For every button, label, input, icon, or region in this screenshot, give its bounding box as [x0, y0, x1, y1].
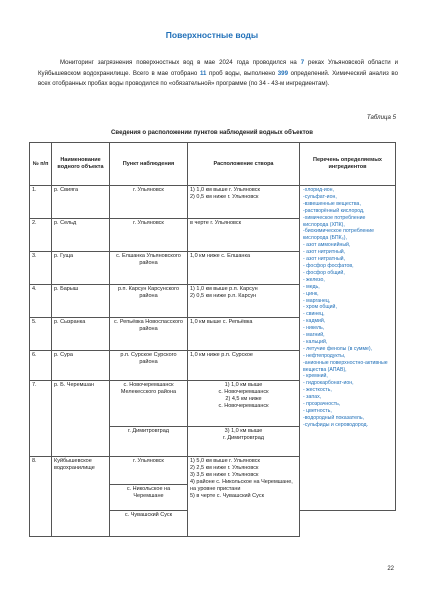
table-row: 1. р. Свияга г. Ульяновск 1) 1,0 км выше г. Ульяновск 2) 0,5 км ниже г. Ульяновск -хлорид-ион, -сульфат-ион, -взвешенные вещества, -растворённый кислород, -химическое потребление кислорода (ХПК), -биохимическое потребление кислорода (БПК₅), - азот аммонийный, - азот нитритный, - азот нитратный, - фосфор фосфатов, - фосфор общий, - железо, - медь, - цинк, - марганец, - хром общий, - свинец, - кадмий, - никель, - магний, - кальций, - летучие фенолы (в сумме), - нефтепродукты, -анионные поверхностно-активные вещества (АПАВ), - кремний, - гидрокарбонат-ион, - жесткость, - запах, - прозрачность, - цветность, -водородный показатель, -сульфиды и сероводород.: [30, 186, 396, 219]
table-row: г. Димитровград 3) 1,0 км выше г. Димитровград: [30, 427, 396, 457]
page-number: 22: [387, 566, 394, 572]
intro-paragraph: Мониторинг загрязнения поверхностных вод в мае 2024 года проводился на 7 реках Ульяновской области и Куйбышевском водохранилище. Всего в мае отобрано 11 проб воды, выполнено 399 определений. Химический анализ во всех отобранных пробах воды проводился по «обязательной» программе (по 34 - 43-м ингредиентам).: [38, 59, 399, 88]
determinations-count: 399: [277, 69, 288, 77]
table-row: 8. Куйбышевское водохранилище г. Ульяновск 1) 5,0 км выше г. Ульяновск 2) 2,5 км ниже г. Ульяновск 3) 3,5 км ниже г. Ульяновск 4) районе с. Никольское на Черемшане, на уровне пристани 5) в черте с. Чувашский Суск: [30, 457, 396, 485]
rivers-count: 7: [300, 59, 305, 66]
header-num: № п/п: [30, 143, 52, 186]
samples-count: 11: [199, 69, 207, 77]
table-number: Таблица 5: [366, 114, 396, 121]
header-location: Расположение створа: [188, 143, 300, 186]
table-caption: Сведения о расположении пунктов наблюдений водных объектов: [111, 129, 313, 136]
monitoring-table: [29, 142, 396, 537]
header-object: Наименование водного объекта: [52, 143, 110, 186]
table-row: 5. р. Сызранка с. Репьёвка Новоспасского района 1,0 км выше с. Репьёвка: [30, 318, 396, 351]
header-point: Пункт наблюдения: [110, 143, 188, 186]
table-row: 3. р. Гуща с. Елшанка Ульяновского района 1,0 км ниже с. Елшанка: [30, 252, 396, 285]
section-title: Поверхностные воды: [165, 30, 259, 40]
table-row: 7. р. Б. Черемшан с. Новочеремшанск Мелекесского района 1) 1,0 км выше с. Новочеремшанск 2) 4,5 км ниже с. Новочеремшанск: [30, 381, 396, 427]
table-row: 4. р. Барыш р.п. Карсун Карсунского района 1) 1,0 км выше р.п. Карсун 2) 0,5 км ниже р.п. Карсун: [30, 285, 396, 318]
pollutants-list: -хлорид-ион, -сульфат-ион, -взвешенные вещества, -растворённый кислород, -химическое потребление кислорода (ХПК), -биохимическое потребление кислорода (БПК₅), - азот аммонийный, - азот нитритный, - азот нитратный, - фосфор фосфатов, - фосфор общий, - железо, - медь, - цинк, - марганец, - хром общий, - свинец, - кадмий, - никель, - магний, - кальций, - летучие фенолы (в сумме), - нефтепродукты, -анионные поверхностно-активные вещества (АПАВ), - кремний, - гидрокарбонат-ион, - жесткость, - запах, - прозрачность, - цветность, -водородный показатель, -сульфиды и сероводород.: [300, 186, 396, 511]
table-row: с. Никольское на Черемшане: [30, 485, 396, 511]
table-row: 6. р. Сура р.п. Сурское Сурского района 1,0 км ниже р.п. Сурское: [30, 351, 396, 381]
table-row: с. Чувашский Суск: [30, 511, 396, 537]
table-row: 2. р. Сельд г. Ульяновск в черте г. Ульяновск: [30, 219, 396, 252]
header-list: Перечень определяемых ингредиентов: [300, 143, 396, 186]
table-header-row: [30, 143, 396, 186]
